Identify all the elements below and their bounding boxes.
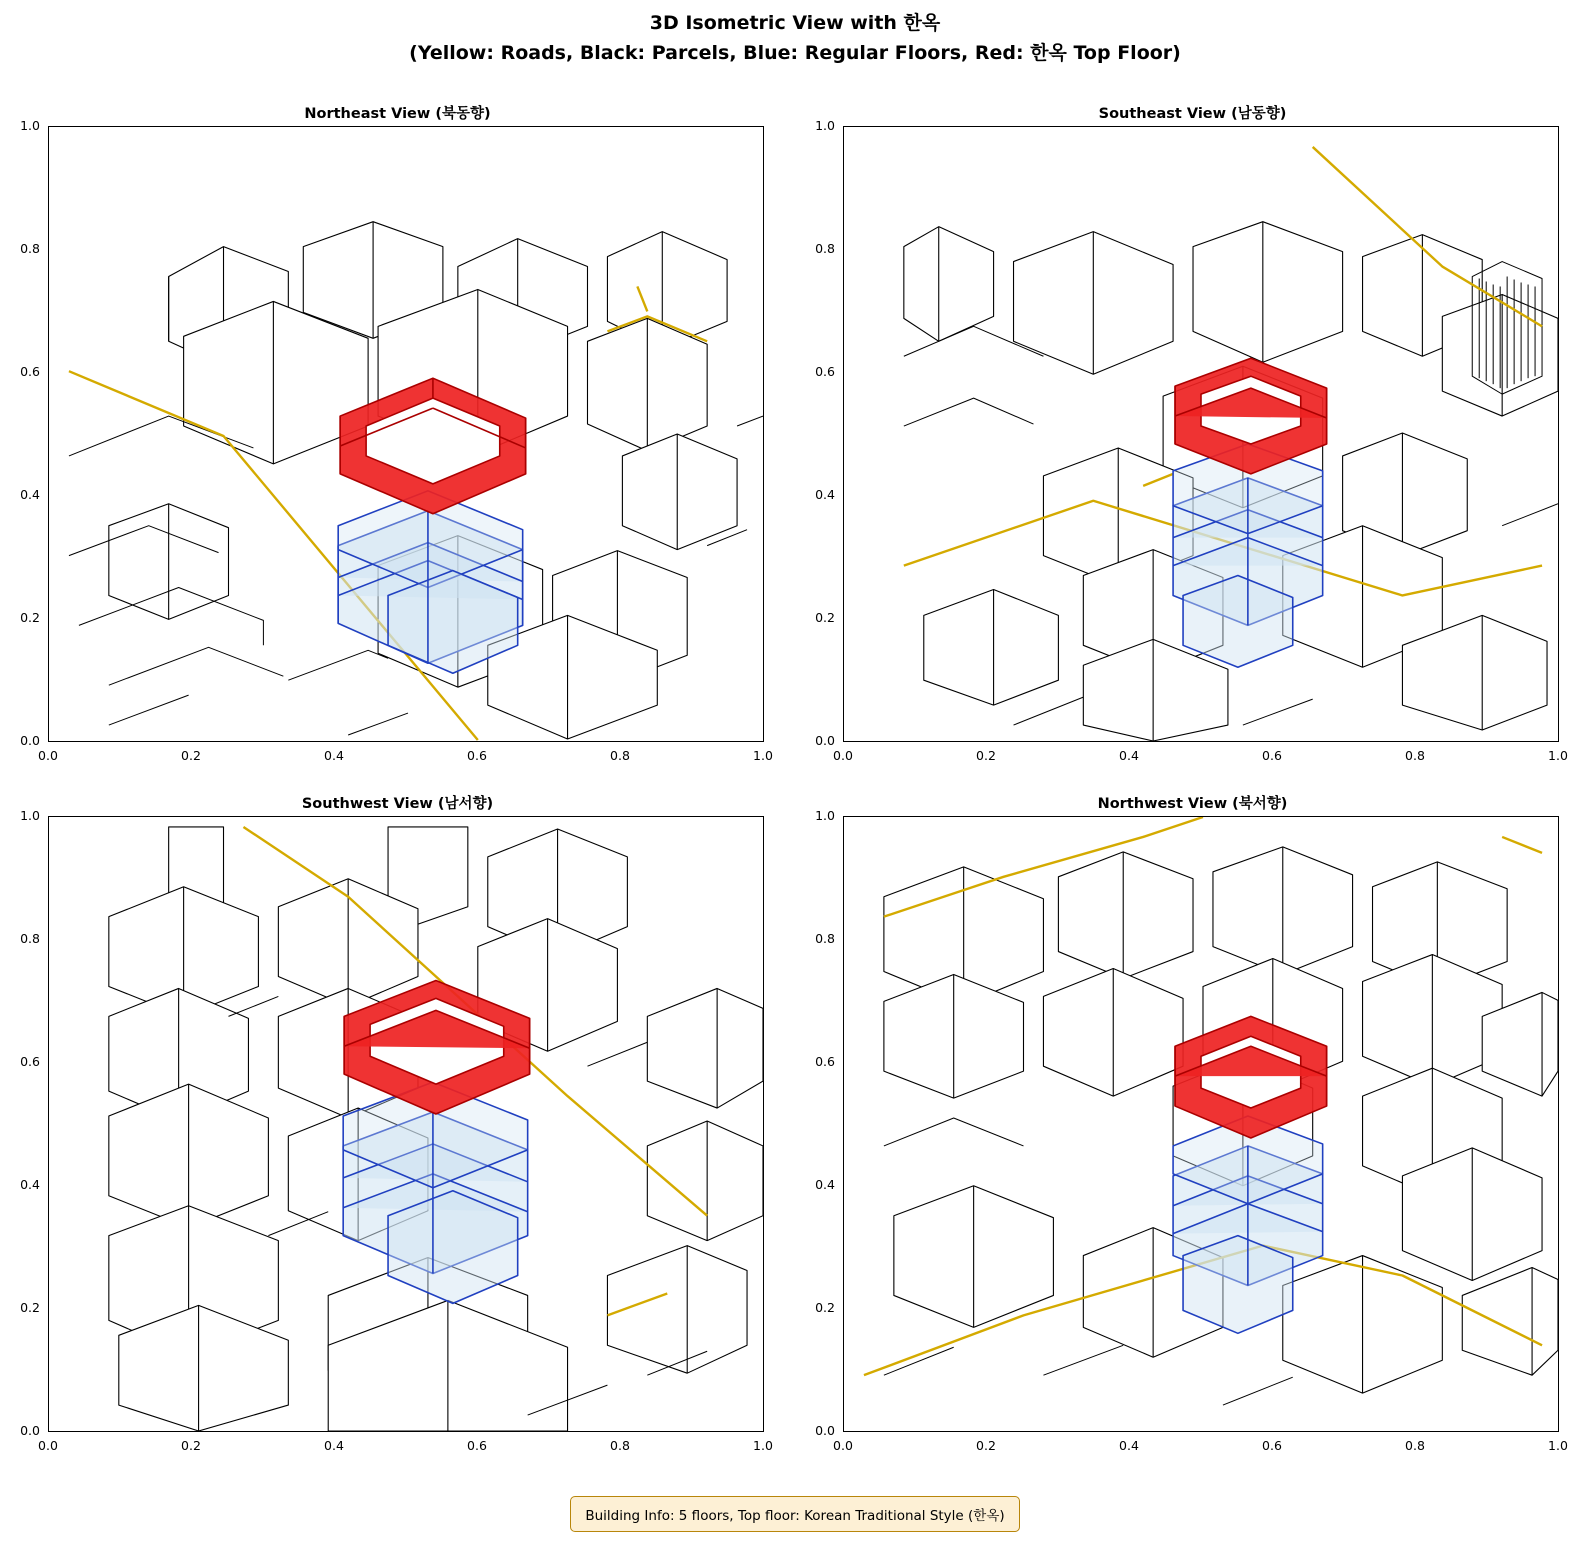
x-tick-label: 0.2	[976, 748, 996, 763]
x-tick-label: 0.4	[324, 748, 344, 763]
y-tick-label: 0.6	[20, 1054, 40, 1069]
x-tick-label: 0.8	[610, 748, 630, 763]
x-tick-label: 1.0	[753, 1438, 773, 1453]
y-tick-label: 0.8	[815, 241, 835, 256]
panel-title-northeast: Northeast View (북동향)	[304, 106, 491, 122]
building-info-box: Building Info: 5 floors, Top floor: Korean Traditional Style (한옥)	[570, 1496, 1019, 1532]
y-tick-label: 0.4	[20, 1177, 40, 1192]
panel-southeast	[795, 96, 1590, 786]
x-tick-label: 0.8	[1405, 1438, 1425, 1453]
x-tick-label: 0.6	[467, 748, 487, 763]
x-tick-label: 0.0	[38, 748, 58, 763]
panel-title-northwest: Northwest View (북서향)	[1097, 796, 1288, 812]
y-tick-label: 0.2	[20, 610, 40, 625]
x-tick-label: 0.4	[1119, 1438, 1139, 1453]
y-tick-label: 0.0	[815, 1423, 835, 1438]
y-tick-label: 0.4	[20, 487, 40, 502]
panel-northeast	[0, 96, 795, 786]
y-tick-label: 0.4	[815, 1177, 835, 1192]
y-tick-label: 0.2	[815, 1300, 835, 1315]
x-tick-label: 0.4	[1119, 748, 1139, 763]
panel-title-southwest: Southwest View (남서향)	[301, 796, 494, 812]
x-tick-label: 0.2	[181, 748, 201, 763]
panel-northwest	[795, 786, 1590, 1476]
subplot-grid	[0, 96, 1590, 1476]
y-tick-label: 1.0	[815, 808, 835, 823]
x-tick-label: 0.0	[833, 1438, 853, 1453]
y-tick-label: 0.6	[20, 364, 40, 379]
y-tick-label: 0.2	[20, 1300, 40, 1315]
panel-southwest	[0, 786, 795, 1476]
x-tick-label: 0.6	[1262, 748, 1282, 763]
y-tick-label: 0.4	[815, 487, 835, 502]
plot-area-northwest	[843, 816, 1559, 1432]
x-tick-label: 1.0	[753, 748, 773, 763]
y-tick-label: 0.8	[815, 931, 835, 946]
plot-area-southwest	[48, 816, 764, 1432]
figure-suptitle	[0, 8, 1590, 68]
y-tick-label: 0.8	[20, 241, 40, 256]
plot-area-northeast	[48, 126, 764, 742]
x-tick-label: 0.6	[467, 1438, 487, 1453]
suptitle-line-1: 3D Isometric View with 한옥	[649, 12, 941, 34]
x-tick-label: 0.6	[1262, 1438, 1282, 1453]
x-tick-label: 1.0	[1548, 748, 1568, 763]
y-tick-label: 0.8	[20, 931, 40, 946]
x-tick-label: 1.0	[1548, 1438, 1568, 1453]
y-tick-label: 0.6	[815, 364, 835, 379]
y-tick-label: 0.0	[815, 733, 835, 748]
x-tick-label: 0.2	[976, 1438, 996, 1453]
y-tick-label: 0.2	[815, 610, 835, 625]
x-tick-label: 0.4	[324, 1438, 344, 1453]
y-tick-label: 1.0	[815, 118, 835, 133]
y-tick-label: 0.6	[815, 1054, 835, 1069]
plot-area-southeast	[843, 126, 1559, 742]
y-tick-label: 0.0	[20, 733, 40, 748]
x-tick-label: 0.2	[181, 1438, 201, 1453]
x-tick-label: 0.8	[610, 1438, 630, 1453]
x-tick-label: 0.8	[1405, 748, 1425, 763]
y-tick-label: 1.0	[20, 118, 40, 133]
footer-annotation	[0, 1496, 1590, 1532]
suptitle-line-2: (Yellow: Roads, Black: Parcels, Blue: Regular Floors, Red: 한옥 Top Floor)	[409, 42, 1181, 64]
y-tick-label: 0.0	[20, 1423, 40, 1438]
x-tick-label: 0.0	[833, 748, 853, 763]
y-tick-label: 1.0	[20, 808, 40, 823]
panel-title-southeast: Southeast View (남동향)	[1098, 106, 1287, 122]
x-tick-label: 0.0	[38, 1438, 58, 1453]
